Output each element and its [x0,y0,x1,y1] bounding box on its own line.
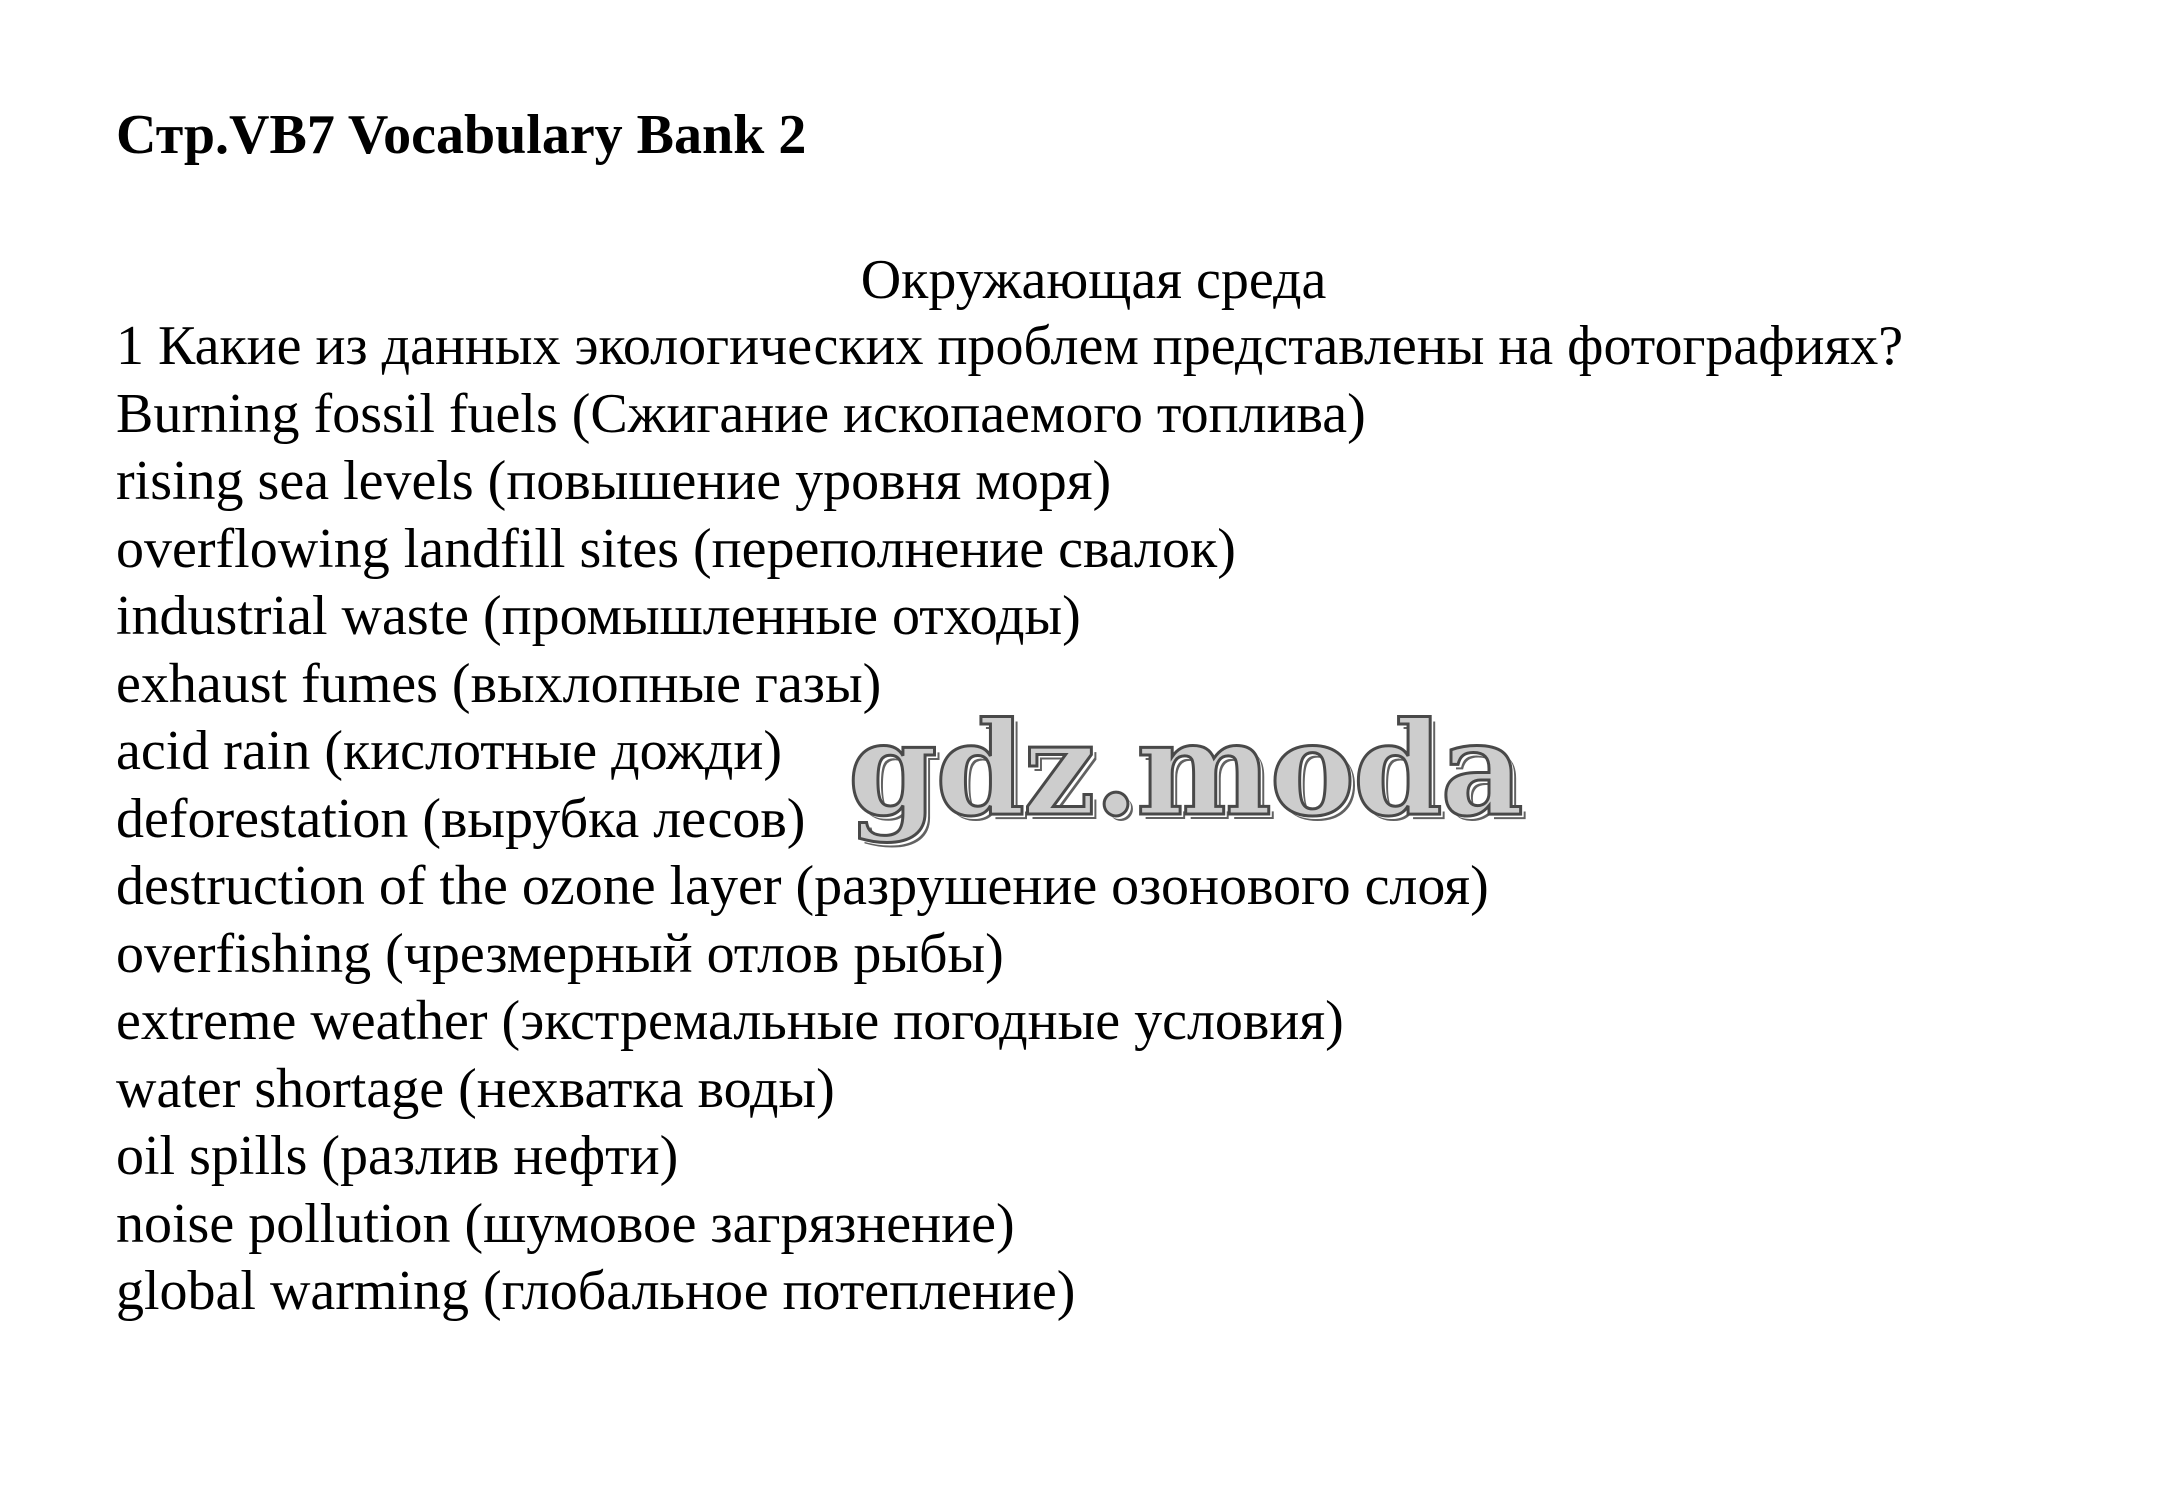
vocab-item: extreme weather (экстремальные погодные условия) [116,990,1344,1052]
vocab-item: deforestation (вырубка лесов) [116,787,806,850]
vocab-item: noise pollution (шумовое загрязнение) [116,1192,1015,1255]
vocab-item: acid rain (кислотные дожди) [116,720,783,782]
vocab-item: exhaust fumes (выхлопные газы) [116,652,882,715]
vocab-item: rising sea levels (повышение уровня моря) [116,450,1112,512]
vocab-item: industrial waste (промышленные отходы) [116,585,1081,647]
vocab-item: water shortage (нехватка воды) [116,1057,835,1120]
vocab-item: oil spills (разлив нефти) [116,1125,679,1187]
watermark-logo: gdz.moda [848,695,1522,845]
vocab-item: overfishing (чрезмерный отлов рыбы) [116,922,1004,985]
vocab-item: Burning fossil fuels (Сжигание ископаемого топлива) [116,382,1366,445]
question-line: 1 Какие из данных экологических проблем представлены на фотографиях? [116,315,1904,377]
vocab-item: overflowing landfill sites (переполнение свалок) [116,517,1236,580]
vocab-item: destruction of the ozone layer (разрушение озонового слоя) [116,855,1489,917]
section-title-text: Окружающая среда [860,249,1327,311]
vocab-item: global warming (глобальное потепление) [116,1260,1076,1322]
page-heading: Стр.VB7 Vocabulary Bank 2 [116,104,807,166]
section-title [0,245,2177,315]
